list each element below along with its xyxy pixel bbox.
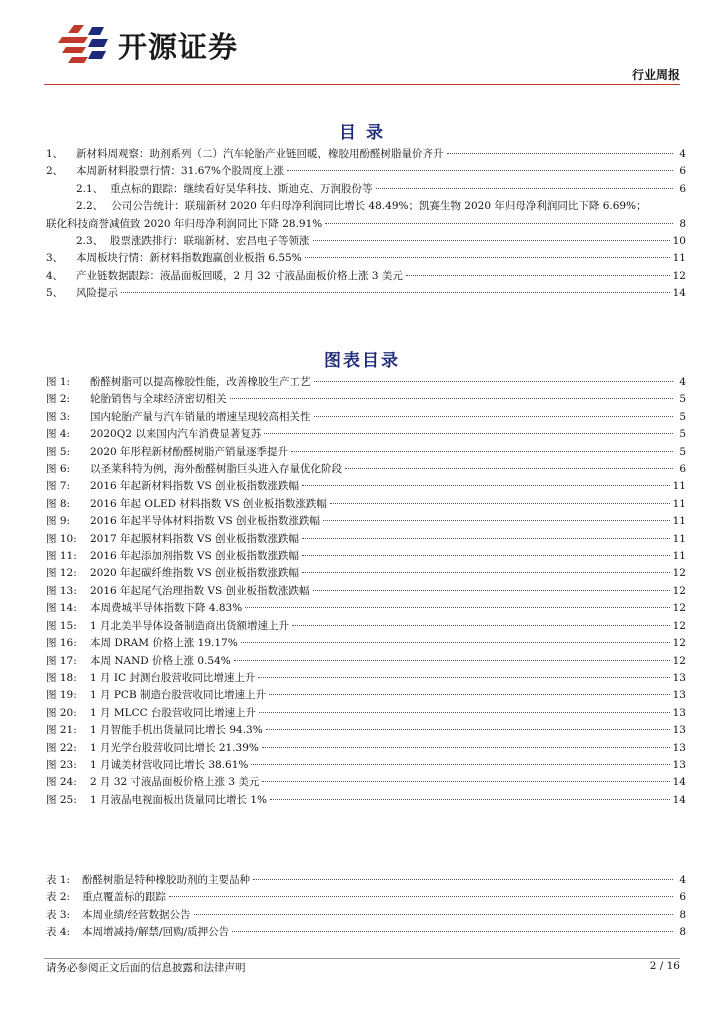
table-entry-page: 8 [679, 908, 686, 921]
leader-dots [291, 451, 673, 452]
leader-dots [302, 572, 670, 573]
leader-dots [313, 590, 670, 591]
toc-entry-text: 风险提示 [76, 287, 118, 300]
report-type-label: 行业周报 [631, 68, 680, 82]
figure-entry-number: 图 9: [46, 515, 71, 528]
table-entry-text: 本周增减持/解禁/回购/质押公告 [82, 926, 230, 939]
figure-entry-text: 1 月诚美材营收同比增长 38.61% [90, 758, 249, 771]
toc-entry-number: 2.1、 [76, 182, 104, 195]
leader-dots [262, 781, 669, 782]
table-entry-text: 本周业绩/经营数据公告 [82, 908, 191, 921]
figure-entry-number: 图 16: [46, 637, 77, 650]
figure-entry[interactable] [46, 635, 686, 652]
figure-entry-page: 11 [672, 550, 686, 563]
figure-entry-text: 本周 NAND 价格上涨 0.54% [90, 654, 231, 667]
figure-entry-page: 5 [679, 393, 686, 406]
figure-entry[interactable] [46, 705, 686, 722]
figure-entry-text: 本周费城半导体指数下降 4.83% [90, 602, 243, 615]
leader-dots [169, 896, 673, 897]
leader-dots [266, 729, 670, 730]
figure-entry-text: 本周 DRAM 价格上涨 19.17% [90, 637, 238, 650]
toc-entry[interactable] [46, 181, 686, 198]
figure-entry-text: 2016 年起半导体材料指数 VS 创业板指数涨跌幅 [90, 515, 321, 528]
figure-entry-number: 图 1: [46, 376, 71, 388]
table-entry[interactable] [46, 924, 686, 941]
figure-entry-page: 5 [679, 410, 686, 423]
figure-entry[interactable] [46, 496, 686, 513]
figure-entry-text: 1 月 PCB 制造台股营收同比增速上升 [90, 689, 267, 702]
leader-dots [305, 257, 670, 258]
page-header [0, 0, 724, 90]
leader-dots [253, 879, 673, 880]
figure-entry[interactable] [46, 740, 686, 757]
figure-entry-page: 13 [672, 671, 686, 684]
brand-name: 开源证券 [118, 29, 239, 64]
figure-entry[interactable] [46, 670, 686, 687]
figure-entry-page: 14 [672, 776, 686, 789]
figure-entry[interactable] [46, 618, 686, 635]
toc-entry-page: 14 [672, 287, 686, 300]
figure-entry-text: 轮胎销售与全球经济密切相关 [90, 393, 227, 406]
toc-entry-page: 10 [672, 235, 686, 248]
toc-entry-page: 6 [679, 182, 686, 195]
figure-entry-number: 图 23: [46, 758, 77, 771]
toc-entry-number: 2.3、 [76, 235, 104, 248]
toc-entry-text: 本周新材料股票行情：31.67%个股周度上涨 [76, 165, 285, 178]
toc-entry-page: 4 [679, 148, 686, 160]
toc-title: 目 录 [339, 123, 385, 143]
figure-entry-number: 图 13: [46, 584, 77, 597]
leader-dots [245, 607, 669, 608]
figure-entry-page: 14 [672, 793, 686, 806]
toc-entry[interactable] [46, 198, 686, 215]
table-entry-page: 4 [679, 874, 686, 886]
toc-entry-number: 1、 [46, 148, 64, 160]
leader-dots [447, 153, 674, 154]
figure-entry-text: 2020 年彤程新材酚醛树脂产销量逐季提升 [90, 445, 289, 458]
leader-dots [270, 799, 670, 800]
toc-entry[interactable] [46, 233, 686, 250]
toc-entry-text: 重点标的跟踪：继续看好昊华科技、斯迪克、万润股份等 [110, 182, 373, 195]
figure-entry-text: 2016 年起 OLED 材料指数 VS 创业板指数涨跌幅 [90, 497, 327, 510]
page-number: 2 / 16 [649, 960, 680, 972]
figure-entry[interactable] [46, 600, 686, 617]
leader-dots [258, 677, 669, 678]
figure-entry-page: 12 [672, 584, 686, 597]
leader-dots [406, 275, 670, 276]
leader-dots [376, 188, 674, 189]
toc-entry-number: 2、 [46, 165, 64, 178]
figure-entry-text: 1 月 MLCC 台股营收同比增速上升 [90, 706, 256, 719]
leader-dots [194, 914, 673, 915]
toc-entry-page: 6 [679, 165, 686, 178]
figure-entry[interactable] [46, 478, 686, 495]
figure-entry[interactable] [46, 548, 686, 565]
figure-entry-text: 国内轮胎产量与汽车销量的增速呈现较高相关性 [90, 410, 311, 423]
toc-entry-page: 8 [679, 217, 686, 230]
figure-entry[interactable] [46, 757, 686, 774]
figure-entry-number: 图 12: [46, 567, 77, 580]
toc-entry-text: 新材料周观察：助剂系列（二）汽车轮胎产业链回暖，橡胶用酚醛树脂量价齐升 [76, 148, 444, 160]
toc-entry[interactable] [46, 268, 686, 285]
toc-entry-number: 4、 [46, 269, 64, 282]
figure-entry[interactable] [46, 374, 686, 391]
figure-entry-page: 11 [672, 515, 686, 528]
figure-entry[interactable] [46, 444, 686, 461]
toc-entry-page: 11 [672, 252, 686, 265]
figure-entry-number: 图 22: [46, 741, 77, 754]
figure-entry-page: 4 [679, 376, 686, 388]
table-entry-number: 表 3: [46, 908, 71, 921]
figure-entry-number: 图 18: [46, 671, 77, 684]
figure-entry[interactable] [46, 513, 686, 530]
figure-entry-page: 11 [672, 532, 686, 545]
leader-dots [232, 931, 673, 932]
figure-entry[interactable] [46, 722, 686, 739]
toc-entry-text: 本周板块行情：新材料指数跑赢创业板指 6.55% [76, 252, 302, 265]
toc-entry[interactable] [46, 285, 686, 302]
figure-entry-number: 图 6: [46, 463, 71, 476]
leader-dots [314, 416, 674, 417]
leader-dots [302, 555, 670, 556]
figure-entry-page: 11 [672, 497, 686, 510]
figure-entry-page: 5 [679, 445, 686, 458]
table-entry-number: 表 4: [46, 926, 71, 939]
figure-entry-text: 1 月北美半导体设备制造商出货额增速上升 [90, 619, 290, 632]
toc-entry-page: 12 [672, 269, 686, 282]
figure-entry-page: 12 [672, 602, 686, 615]
figure-entry[interactable] [46, 391, 686, 408]
figure-entry-page: 13 [672, 689, 686, 702]
leader-dots [292, 625, 670, 626]
table-list [46, 872, 686, 942]
leader-dots [121, 292, 670, 293]
figure-entry-text: 1 月液晶电视面板出货量同比增长 1% [90, 793, 268, 806]
leader-dots [287, 170, 673, 171]
leader-dots [330, 503, 670, 504]
figure-entry-number: 图 25: [46, 793, 77, 806]
leader-dots [345, 468, 673, 469]
leader-dots [313, 240, 670, 241]
leader-dots [269, 694, 670, 695]
figure-entry-page: 12 [672, 637, 686, 650]
table-entry-page: 8 [679, 926, 686, 939]
figure-entry-text: 1 月智能手机出货量同比增长 94.3% [90, 724, 263, 737]
leader-dots [241, 642, 670, 643]
figure-entry-number: 图 4: [46, 428, 71, 441]
figure-entry-text: 以圣莱科特为例，海外酚醛树脂巨头进入存量优化阶段 [90, 463, 342, 476]
figure-entry-text: 2020Q2 以来国内汽车消费显著复苏 [90, 428, 262, 441]
brand-logo [58, 20, 288, 70]
toc-entry-continued[interactable] [46, 216, 686, 233]
figure-entry-number: 图 5: [46, 445, 71, 458]
table-entry[interactable] [46, 907, 686, 924]
figure-entry-text: 2016 年起添加剂指数 VS 创业板指数涨跌幅 [90, 550, 300, 563]
figure-list [46, 374, 686, 809]
figure-entry-text: 1 月光学台股营收同比增长 21.39% [90, 741, 259, 754]
figure-entry-page: 12 [672, 654, 686, 667]
figure-entry-number: 图 21: [46, 724, 77, 737]
figure-entry-number: 图 11: [46, 550, 77, 563]
figure-entry-number: 图 15: [46, 619, 77, 632]
toc-entry-text: 公司公告统计：联瑞新材 2020 年归母净利润同比增长 48.49%；凯赛生物 2020 年归母净利润同比下降 6.69%； [111, 200, 647, 213]
figure-entry-page: 6 [679, 463, 686, 476]
figure-entry-page: 5 [679, 428, 686, 441]
figure-entry-text: 2016 年起新材料指数 VS 创业板指数涨跌幅 [90, 480, 300, 493]
figure-entry-text: 2 月 32 寸液晶面板价格上涨 3 美元 [90, 776, 260, 789]
table-entry[interactable] [46, 872, 686, 889]
leader-dots [264, 433, 673, 434]
figure-entry-number: 图 10: [46, 532, 77, 545]
figure-entry[interactable] [46, 653, 686, 670]
leader-dots [314, 381, 674, 382]
table-entry-number: 表 2: [46, 891, 71, 904]
figure-entry-text: 酚醛树脂可以提高橡胶性能，改善橡胶生产工艺 [90, 376, 311, 388]
table-entry-page: 6 [679, 891, 686, 904]
figure-entry-page: 13 [672, 724, 686, 737]
figure-entry-number: 图 3: [46, 410, 71, 423]
figure-entry[interactable] [46, 531, 686, 548]
figure-entry-number: 图 17: [46, 654, 77, 667]
figure-entry-page: 12 [672, 567, 686, 580]
figure-entry-text: 2016 年起尾气治理指数 VS 创业板指数涨跌幅 [90, 584, 310, 597]
figure-entry[interactable] [46, 461, 686, 478]
table-entry-text: 重点覆盖标的跟踪 [82, 891, 166, 904]
toc-entry-number: 2.2、 [76, 200, 104, 213]
figure-list-title: 图表目录 [324, 351, 400, 371]
toc-entry-number: 5、 [46, 287, 64, 300]
figure-entry[interactable] [46, 792, 686, 809]
toc-entry-text: 股票涨跌排行：联瑞新材、宏昌电子等领涨 [110, 235, 310, 248]
toc-entry[interactable] [46, 163, 686, 180]
figure-entry-number: 图 19: [46, 689, 77, 702]
figure-entry-page: 13 [672, 706, 686, 719]
figure-entry-page: 13 [672, 741, 686, 754]
figure-entry-page: 12 [672, 619, 686, 632]
figure-entry-page: 13 [672, 758, 686, 771]
figure-entry[interactable] [46, 409, 686, 426]
leader-dots [302, 538, 670, 539]
figure-entry[interactable] [46, 583, 686, 600]
figure-entry-text: 2017 年起膜材料指数 VS 创业板指数涨跌幅 [90, 532, 300, 545]
leader-dots [323, 520, 670, 521]
leader-dots [251, 764, 669, 765]
figure-entry-text: 1 月 IC 封测台股营收同比增速上升 [90, 671, 256, 684]
figure-entry[interactable] [46, 774, 686, 791]
figure-entry-number: 图 2: [46, 393, 71, 406]
toc-entry-text: 产业链数据跟踪：液晶面板回暖，2 月 32 寸液晶面板价格上涨 3 美元 [76, 269, 403, 282]
toc-entry-number: 3、 [46, 252, 64, 265]
table-entry-number: 表 1: [46, 874, 71, 886]
figure-entry[interactable] [46, 565, 686, 582]
figure-entry-text: 2020 年起碳纤维指数 VS 创业板指数涨跌幅 [90, 567, 300, 580]
figure-entry-number: 图 14: [46, 602, 77, 615]
table-entry-text: 酚醛树脂是特种橡胶助剂的主要品种 [82, 874, 250, 886]
table-entry[interactable] [46, 889, 686, 906]
figure-entry[interactable] [46, 687, 686, 704]
figure-entry-page: 11 [672, 480, 686, 493]
figure-entry-number: 图 24: [46, 776, 77, 789]
figure-entry[interactable] [46, 426, 686, 443]
header-divider [44, 84, 680, 85]
kaiyuan-logo-icon [58, 21, 112, 69]
leader-dots [259, 712, 670, 713]
toc-list [46, 146, 686, 303]
figure-entry-number: 图 8: [46, 497, 71, 510]
toc-entry[interactable] [46, 146, 686, 163]
toc-entry[interactable] [46, 250, 686, 267]
leader-dots [302, 485, 670, 486]
disclaimer-text: 请务必参阅正文后面的信息披露和法律声明 [46, 962, 246, 974]
leader-dots [230, 398, 674, 399]
leader-dots [262, 747, 670, 748]
leader-dots [325, 223, 673, 224]
toc-entry-text: 联化科技商誉减值致 2020 年归母净利润同比下降 28.91% [46, 217, 323, 230]
footer-divider [44, 958, 680, 959]
figure-entry-number: 图 20: [46, 706, 77, 719]
leader-dots [234, 660, 670, 661]
figure-entry-number: 图 7: [46, 480, 71, 493]
